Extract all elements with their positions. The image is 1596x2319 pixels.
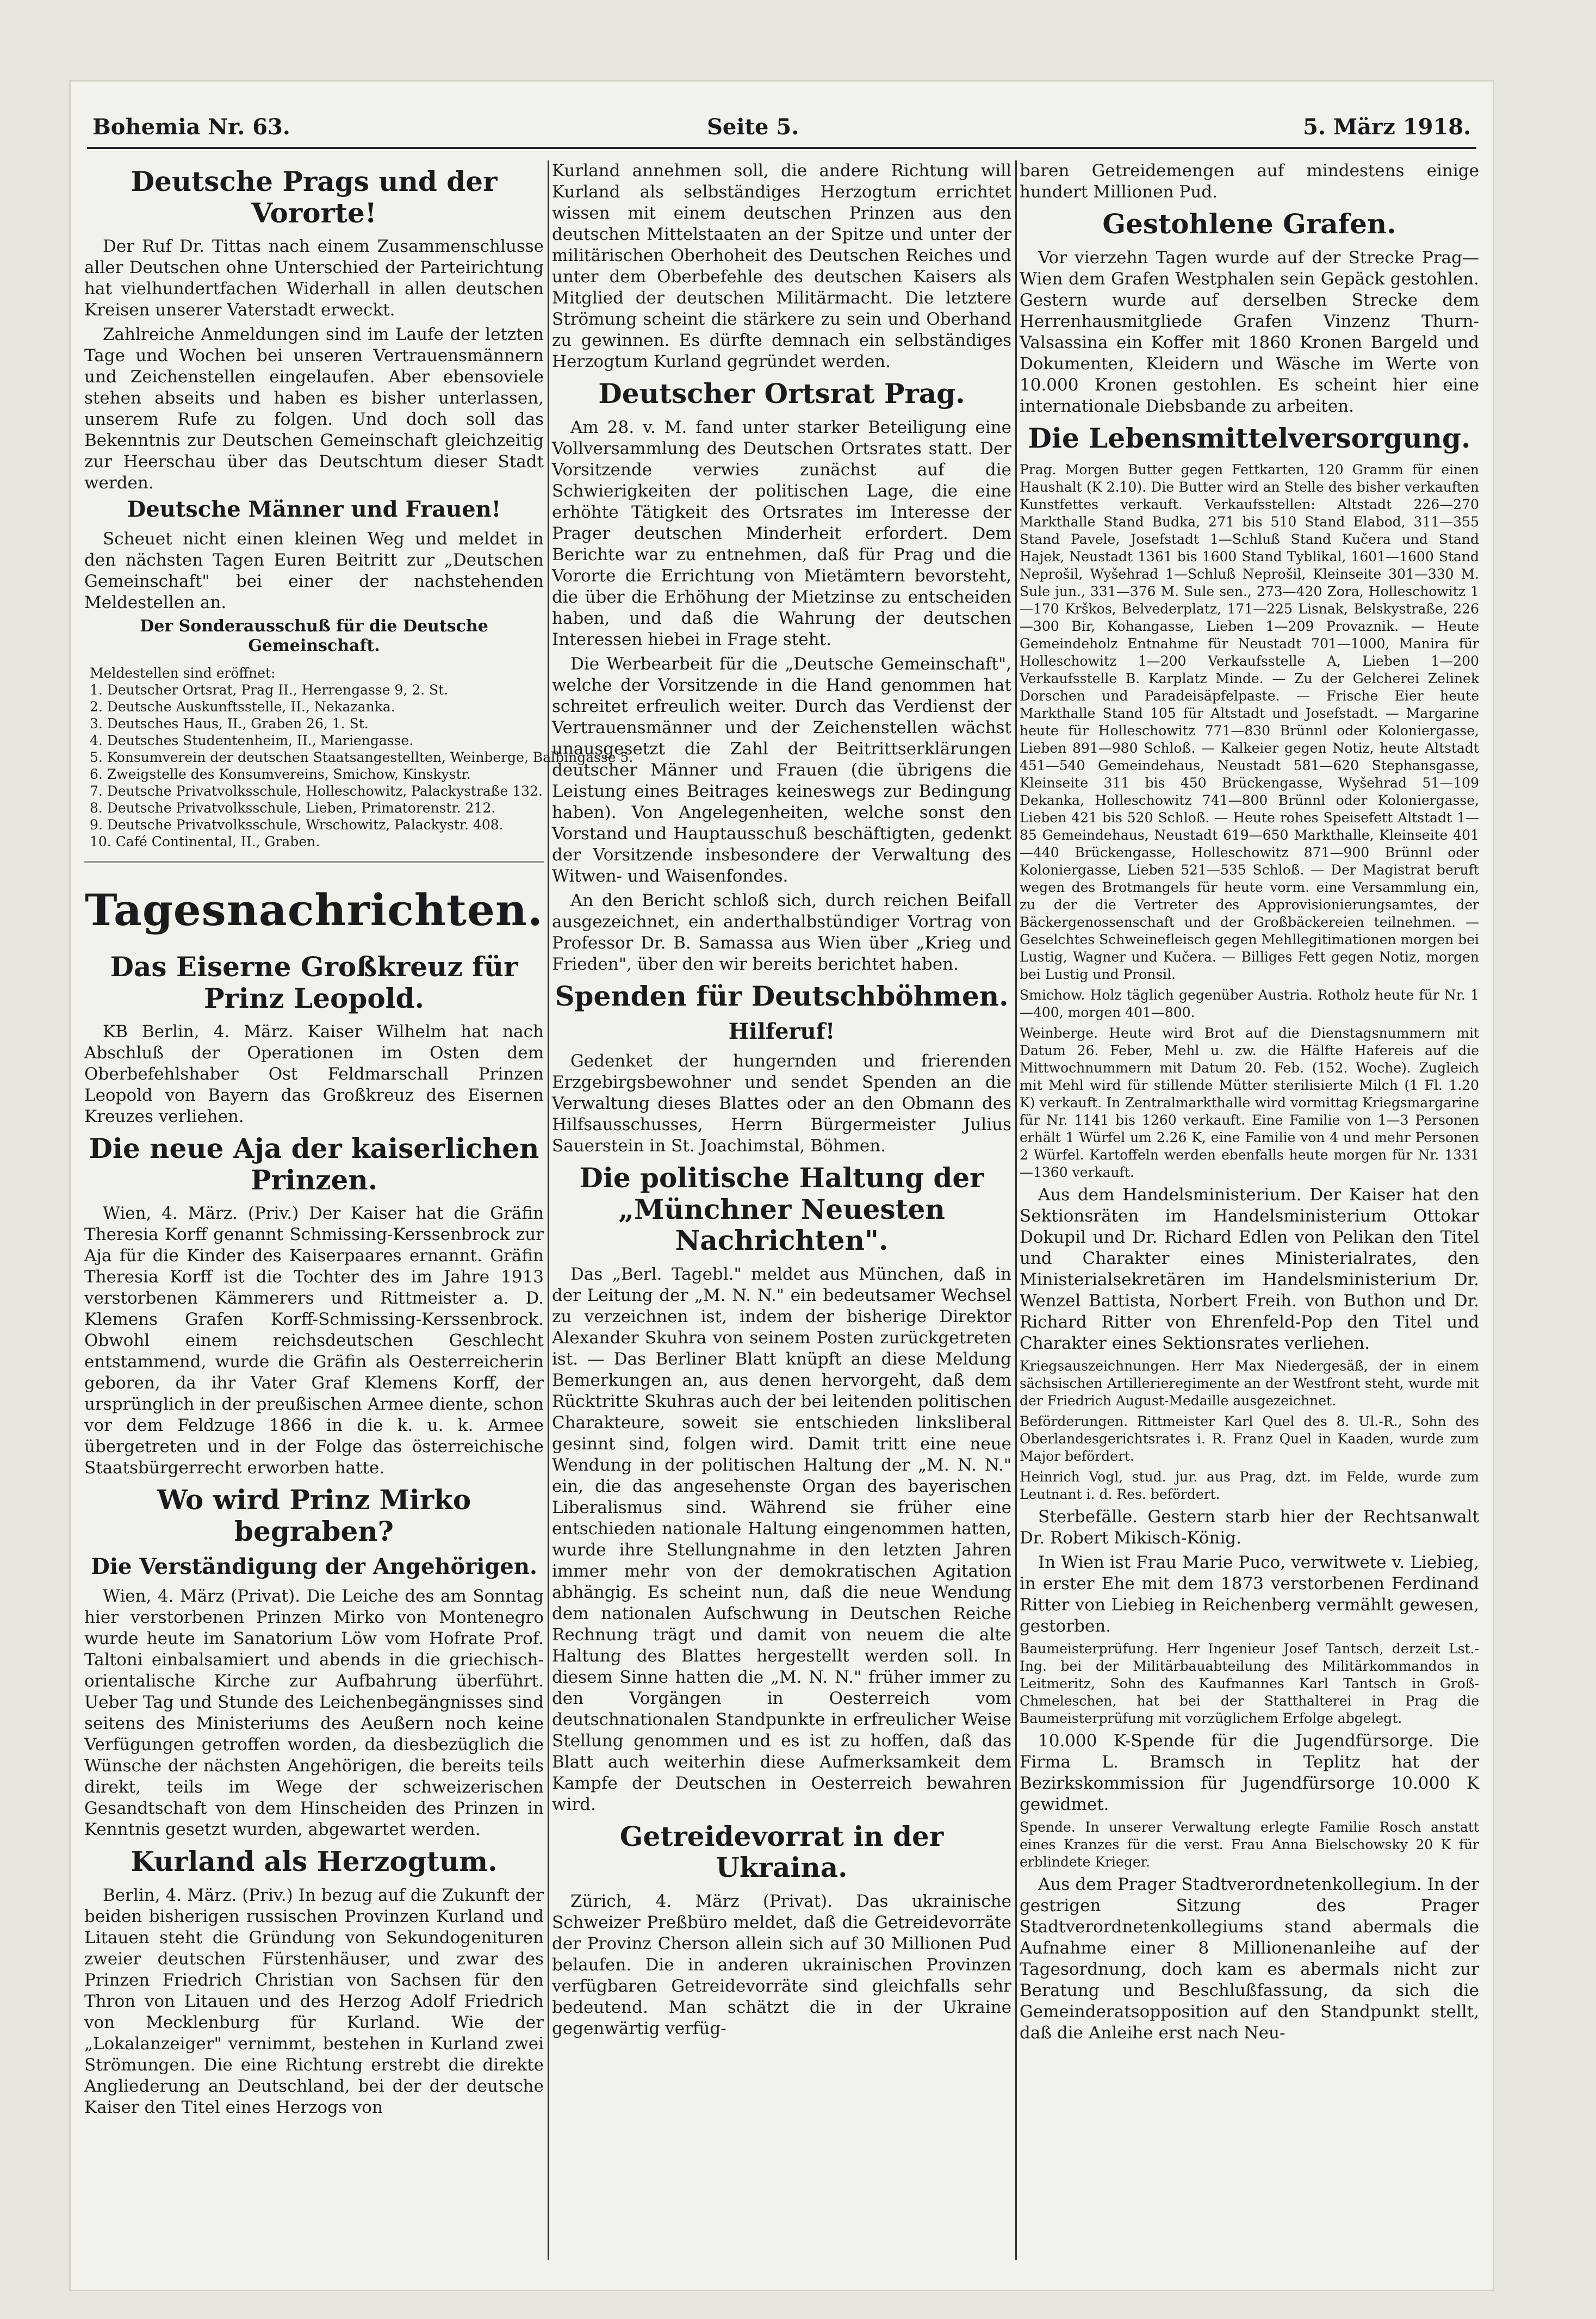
article-heading: Deutsche Prags und der Vororte! xyxy=(131,165,498,229)
list-item: 6. Zweigstelle des Konsumvereins, Smichow, Kinskystr. xyxy=(90,766,471,782)
section-title: Tagesnachrichten. xyxy=(85,884,543,935)
article-paragraph: Aus dem Handelsministerium. Der Kaiser hat den Sektionsräten im Handelsministerium Ottokar Dokupil und Dr. Richard Edlen von Pelikan den Titel und Charakter eines Ministerialrates, den Ministerialsekretären im Handelsministerium Dr. Wenzel Battista, Norbert Freih. von Buthon und Dr. Richard Ritter von Ehrenfeld-Pop den Titel und Charakter eines Sektionsrates verliehen. xyxy=(1020,1185,1479,1353)
section-divider xyxy=(84,861,544,863)
article-heading: Kurland als Herzogtum. xyxy=(131,1845,498,1877)
column-3 xyxy=(1020,160,1479,2260)
article-paragraph: KB Berlin, 4. März. Kaiser Wilhelm hat nach Abschluß der Operationen im Osten dem Oberbefehlshaber Ost Feldmarschall Prinzen Leopold von Bayern das Großkreuz des Eisernen Kreuzes verliehen. xyxy=(84,1022,544,1126)
header-page-number: Seite 5. xyxy=(707,114,799,140)
list-item: 9. Deutsche Privatvolksschule, Wrschowitz, Palackystr. 408. xyxy=(90,817,504,833)
list-item: 7. Deutsche Privatvolksschule, Holleschowitz, Palackystraße 132. xyxy=(90,783,543,799)
article-paragraph: 10.000 K-Spende für die Jugendfürsorge. Die Firma L. Bramsch in Teplitz hat der Bezirkskommission für Jugendfürsorge 10.000 K gewidmet. xyxy=(1020,1731,1479,1814)
registration-list xyxy=(84,665,634,850)
column-1 xyxy=(84,160,634,2260)
article-heading: Getreidevorrat in der Ukraina. xyxy=(619,1820,944,1883)
article-heading: Die Lebensmittelversorgung. xyxy=(1028,421,1471,454)
notice-paragraph: Spende. In unserer Verwaltung erlegte Familie Rosch anstatt eines Kranzes für die verst. Frau Anna Bielschowsky 20 K für erblindete Krieger. xyxy=(1020,1819,1479,1870)
list-item: 1. Deutscher Ortsrat, Prag II., Herrengasse 9, 2. St. xyxy=(90,682,449,698)
article-paragraph: Kurland annehmen soll, die andere Richtung will Kurland als selbständiges Herzogtum errichtet wissen mit einem deutschen Prinzen aus den deutschen Mittelstaaten an der Spitze und unter der militärischen Oberhoheit des Deutschen Reiches und unter dem Oberbefehle des deutschen Kaisers als Mitglied der deutschen Militärmacht. Die letztere Strömung scheint die stärkere zu sein und Oberhand zu gewinnen. Es dürfte demnach ein selbständiges Herzogtum Kurland gegründet werden. xyxy=(552,161,1011,371)
newspaper-page xyxy=(71,82,1493,2290)
article-paragraph: Der Ruf Dr. Tittas nach einem Zusammenschlusse aller Deutschen ohne Unterschied der Parteirichtung hat vielhundertfachen Widerhall in allen deutschen Kreisen unserer Vaterstadt erweckt. xyxy=(84,237,544,320)
article-paragraph: Die Werbearbeit für die „Deutsche Gemeinschaft", welche der Vorsitzende in die Hand genommen hat schreitet erfreulich weiter. Durch das Verdienst der Vertrauensmänner und der Zeichenstellen wächst unausgesetzt die Zahl der Beitrittserklärungen deutscher Männer und Frauen (die übrigens die Leistung eines Beitrages keineswegs zur Bedingung haben). Von Angelegenheiten, welche sonst den Vorstand und Hauptausschuß beschäftigten, gedenkt der Vorsitzende insbesondere der Verwaltung des Witwen- und Waisenfondes. xyxy=(552,654,1011,886)
article-paragraph: Aus dem Prager Stadtverordnetenkollegium. In der gestrigen Sitzung des Prager Stadtverordnetenkollegiums stand abermals die Aufnahme einer 8 Millionenanleihe auf der Tagesordnung, doch kam es abermals nicht zur Beratung und Beschlußfassung, da sich die Gemeinderatsopposition auf den Standpunkt stellt, daß die Anleihe erst nach Neu- xyxy=(1020,1875,1479,2043)
article-heading: Das Eiserne Großkreuz für Prinz Leopold. xyxy=(110,951,518,1014)
article-heading: Wo wird Prinz Mirko begraben? xyxy=(157,1484,471,1547)
article-paragraph: Zahlreiche Anmeldungen sind im Laufe der letzten Tage und Wochen bei unseren Vertrauensmännern und Zeichenstellen eingelaufen. Aber ebensoviele stehen abseits und haben es bisher unterlassen, unserem Rufe zu folgen. Und doch soll das Bekenntnis zur Deutschen Gemeinschaft gleichzeitig zur Heerschau über das Deutschtum dieser Stadt werden. xyxy=(84,325,544,493)
list-intro: Meldestellen sind eröffnet: xyxy=(90,665,276,681)
notice-paragraph: Kriegsauszeichnungen. Herr Max Niedergesäß, der in einem sächsischen Artillerieregimente an der Westfront steht, wurde mit der Friedrich August-Medaille ausgezeichnet. xyxy=(1020,1358,1479,1409)
list-item: 2. Deutsche Auskunftsstelle, II., Nekazanka. xyxy=(90,699,395,715)
column-2 xyxy=(552,160,1011,2260)
article-paragraph: Zürich, 4. März (Privat). Das ukrainische Schweizer Preßbüro meldet, daß die Getreidevorräte der Provinz Cherson allein sich auf 30 Millionen Pud belaufen. Die in anderen ukrainischen Provinzen verfügbaren Getreidevorräte sind gleichfalls sehr bedeutend. Man schätzt die in der Ukraine gegenwärtig verfüg- xyxy=(552,1891,1011,2038)
column-separator xyxy=(548,160,549,2260)
article-heading: Gestohlene Grafen. xyxy=(1102,208,1396,240)
header-paper-issue: Bohemia Nr. 63. xyxy=(92,114,290,140)
notice-paragraph: Prag. Morgen Butter gegen Fettkarten, 120 Gramm für einen Haushalt (K 2.10). Die Butter wird an Stelle des bisher verkauften Kunstfettes verkauft. Verkaufsstellen: Altstadt 226—270 Markthalle Stand Budka, 271 bis 510 Stand Elabod, 311—355 Stand Pavele, Josefstadt 1—Schluß Stand Kučera und Stand Hajek, Neustadt 1361 bis 1600 Stand Tyblikal, 1601—1600 Stand Neprošil, Wyšehrad 1—Schluß Neprošil, Kleinseite 301—330 M. Sule jun., 331—376 M. Sule sen., 273—420 Zora, Holleschowitz 1—170 Krškos, Belvederplatz, 171—225 Lisnak, Belskystraße, 226—300 Bir, Kohangasse, Lieben 1—209 Provaznik. — Heute Gemeindeholz Entnahme für Neustadt 701—1000, Manira für Holleschowitz 1—200 Verkaufsstelle A, Lieben 1—200 Verkaufsstelle B. Karplatz Minde. — Zu der Gelcherei Zelinek Dorschen und Paradeisäpfelpaste. — Frische Eier heute Markthalle Stand 105 für Altstadt und Josefstadt. — Margarine heute für Holleschowitz 771—830 Brünnl oder Koloniergasse, Lieben 891—980 Schloß. — Kalkeier gegen Notiz, heute Altstadt 451—540 Gemeindehaus, Neustadt 581—620 Stephansgasse, Kleinseite 311 bis 450 Brückengasse, Wyšehrad 51—109 Dekanka, Holleschowitz 741—800 Brünnl oder Koloniergasse, Lieben 421 bis 520 Schloß. — Heute rohes Speisefett Altstadt 1—85 Gemeindehaus, Neustadt 619—650 Markthalle, Kleinseite 401—440 Brückengasse, Holleschowitz 871—900 Brünnl oder Koloniergasse, Lieben 521—535 Schloß. — Der Magistrat beruft wegen des Brotmangels für heute vorm. eine Versammlung ein, zu der die Vertreter des Approvisionierungsamtes, der Bäckergenossenschaft und der Großbäckereien teilnehmen. — Geselchtes Schweinefleisch gegen Mehllegitimationen morgen bei Lustig, Wagner und Kučera. — Billiges Fett gegen Notiz, morgen bei Lustig und Pronsil. xyxy=(1020,462,1479,982)
notice-paragraph: Baumeisterprüfung. Herr Ingenieur Josef Tantsch, derzeit Lst.-Ing. bei der Militärbauabteilung des Militärkommandos in Leitmeritz, Sohn des Kaufmannes Karl Tantsch in Groß-Chmeleschen, hat bei der Statthalterei in Prag die Baumeisterprüfung mit vorzüglichem Erfolge abgelegt. xyxy=(1020,1641,1479,1726)
article-paragraph: Wien, 4. März (Privat). Die Leiche des am Sonntag hier verstorbenen Prinzen Mirko von Montenegro wurde heute im Sanatorium Löw vom Hofrate Prof. Taltoni einbalsamiert und abends in die griechisch-orientalische Kirche zur Aufbahrung überführt. Ueber Tag und Stunde des Leichenbegängnisses sind seitens des Ministeriums des Aeußern noch keine Verfügungen getroffen worden, da diesbezüglich die Wünsche der nächsten Angehörigen, die bereits teils direkt, teils im Wege der schweizerischen Gesandtschaft von dem Hinscheiden des Prinzen in Kenntnis gesetzt wurden, abgewartet werden. xyxy=(84,1586,544,1839)
list-item: 5. Konsumverein der deutschen Staatsangestellten, Weinberge, Balbingasse 5. xyxy=(90,749,634,765)
article-paragraph: Scheuet nicht einen kleinen Weg und meldet in den nächsten Tagen Euren Beitritt zur „Deutschen Gemeinschaft" bei einer der nachstehenden Meldestellen an. xyxy=(84,529,544,612)
article-subheading: Hilferuf! xyxy=(728,1019,835,1044)
list-item: 3. Deutsches Haus, II., Graben 26, 1. St. xyxy=(90,716,369,731)
notice-paragraph: Smichow. Holz täglich gegenüber Austria. Rotholz heute für Nr. 1—400, morgen 401—800. xyxy=(1020,987,1479,1020)
article-heading: Die neue Aja der kaiserlichen Prinzen. xyxy=(89,1132,539,1196)
header-date: 5. März 1918. xyxy=(1303,114,1471,140)
article-heading: Die politische Haltung der „Münchner Neuesten Nachrichten". xyxy=(579,1162,984,1256)
article-paragraph: Das „Berl. Tagebl." meldet aus München, daß in der Leitung der „M. N. N." ein bedeutsamer Wechsel zu verzeichnen ist, indem der bisherige Direktor Alexander Skuhra von seinem Posten zurückgetreten ist. — Das Berliner Blatt knüpft an diese Meldung Bemerkungen an, aus denen hervorgeht, daß dem Rücktritte Skuhras auch der bei leitenden politischen Charakteure, soweit sie entschieden linksliberal gesinnt sind, folgen wird. Damit tritt eine neue Wendung in der politischen Haltung der „M. N. N." ein, die das angesehenste Organ des bayerischen Liberalismus sind. Während sie früher eine entschieden nationale Haltung eingenommen hatten, wurde ihre Stellungnahme in den letzten Jahren immer mehr von der demokratischen Agitation abhängig. Es scheint nun, daß die neue Wendung dem nationalen Aufschwung in Deutschen Reiche Rechnung trägt und damit von neuem die alte Haltung des Blattes hergestellt werden soll. In diesem Sinne hatten die „M. N. N." früher immer zu den Vorgängen in Oesterreich vom deutschnationalen Standpunkte in erfreulicher Weise Stellung genommen und es ist zu hoffen, daß das Blatt auch weiterhin diese Aufmerksamkeit dem Kampfe der Deutschen in Oesterreich bewahren wird. xyxy=(552,1264,1011,1814)
article-paragraph: Wien, 4. März. (Priv.) Der Kaiser hat die Gräfin Theresia Korff genannt Schmissing-Kerssenbrock zur Aja für die Kinder des Kaiserpaares ernannt. Gräfin Theresia Korff ist die Tochter des im Jahre 1913 verstorbenen Kämmerers und Rittmeister a. D. Klemens Grafen Korff-Schmissing-Kerssenbrock. Obwohl einem reichsdeutschen Geschlecht entstammend, wurde die Gräfin als Oesterreicherin geboren, da ihr Vater Graf Klemens Korff, der ursprünglich in der preußischen Armee diente, schon vor dem Feldzuge 1866 in die k. u. k. Armee übergetreten und in der Folge das österreichische Staatsbürgerrecht erworben hatte. xyxy=(84,1204,544,1478)
page-header xyxy=(92,114,1471,147)
notice-paragraph: Heinrich Vogl, stud. jur. aus Prag, dzt. im Felde, wurde zum Leutnant i. d. Res. befördert. xyxy=(1020,1469,1479,1502)
column-separator xyxy=(1015,160,1017,2260)
article-subheading: Deutsche Männer und Frauen! xyxy=(127,497,501,522)
article-subheading: Die Verständigung der Angehörigen. xyxy=(91,1554,537,1579)
article-paragraph: In Wien ist Frau Marie Puco, verwitwete v. Liebieg, in erster Ehe mit dem 1873 verstorbenen Ferdinand Ritter von Liebieg in Reichenberg vermählt gewesen, gestorben. xyxy=(1020,1553,1479,1636)
article-paragraph: An den Bericht schloß sich, durch reichen Beifall ausgezeichnet, ein anderthalbstündiger Vortrag von Professor Dr. B. Samassa aus Wien über „Krieg und Frieden", über den wir bereits berichtet haben. xyxy=(552,890,1011,974)
signature: Der Sonderausschuß für die Deutsche Gemeinschaft. xyxy=(140,617,488,655)
article-heading: Spenden für Deutschböhmen. xyxy=(555,979,1009,1012)
list-item: 4. Deutsches Studentenheim, II., Mariengasse. xyxy=(90,733,414,748)
header-rule xyxy=(87,147,1476,149)
article-paragraph: Sterbefälle. Gestern starb hier der Rechtsanwalt Dr. Robert Mikisch-König. xyxy=(1020,1507,1479,1548)
list-item: 8. Deutsche Privatvolksschule, Lieben, Primatorenstr. 212. xyxy=(90,800,496,816)
article-heading: Deutscher Ortsrat Prag. xyxy=(598,377,965,410)
article-paragraph: Berlin, 4. März. (Priv.) In bezug auf die Zukunft der beiden bisherigen russischen Provinzen Kurland und Litauen steht die Gründung von Sekundogenituren zweier deutschen Fürstenhäuser, und zwar des Prinzen Friedrich Christian von Sachsen für den Thron von Litauen und des Herzog Adolf Friedrich von Mecklenburg für Kurland. Wie der „Lokalanzeiger" vernimmt, bestehen in Kurland zwei Strömungen. Die eine Richtung erstrebt die direkte Angliederung an Deutschland, bei der der deutsche Kaiser den Titel eines Herzogs von xyxy=(84,1885,544,2117)
notice-paragraph: Beförderungen. Rittmeister Karl Quel des 8. Ul.-R., Sohn des Oberlandesgerichtsrates i. R. Franz Quel in Kaaden, wurde zum Major befördert. xyxy=(1020,1413,1479,1464)
article-paragraph: baren Getreidemengen auf mindestens einige hundert Millionen Pud. xyxy=(1020,161,1479,202)
article-paragraph: Gedenket der hungernden und frierenden Erzgebirgsbewohner und sendet Spenden an die Verwaltung dieses Blattes oder an den Obmann des Hilfsausschusses, Herrn Bürgermeister Julius Sauerstein in St. Joachimstal, Böhmen. xyxy=(552,1051,1011,1156)
list-item: 10. Café Continental, II., Graben. xyxy=(90,834,320,850)
article-paragraph: Vor vierzehn Tagen wurde auf der Strecke Prag—Wien dem Grafen Westphalen sein Gepäck gestohlen. Gestern wurde auf derselben Strecke dem Herrenhausmitgliede Grafen Vinzenz Thurn-Valsassina ein Koffer mit 1860 Kronen Bargeld und Dokumenten, Kleidern und Wäsche im Werte von 10.000 Kronen gestohlen. Es scheint hier eine internationale Diebsbande zu arbeiten. xyxy=(1020,247,1479,416)
notice-paragraph: Weinberge. Heute wird Brot auf die Dienstagsnummern mit Datum 26. Feber, Mehl u. zw. die Hälfte Hafereis auf die Mittwochnummern mit Datum 20. Feb. (152. Woche). Zugleich mit Mehl wird für stillende Mütter sterilisierte Milch (1 Fl. 1.20 K) verkauft. In Zentralmarkthalle wird vormittag Kriegsmargarine für Nr. 1141 bis 1260 verkauft. Eine Familie von 1—3 Personen erhält 1 Würfel um 2.26 K, eine Familie von 4 und mehr Personen 2 Würfel. Kartoffeln werden ebenfalls heute morgen für Nr. 1331—1360 verkauft. xyxy=(1020,1025,1479,1180)
article-paragraph: Am 28. v. M. fand unter starker Beteiligung eine Vollversammlung des Deutschen Ortsrates statt. Der Vorsitzende verwies zunächst auf die Schwierigkeiten der politischen Lage, die eine erhöhte Tätigkeit des Ortsrates im Interesse der Prager deutschen Minderheit erfordert. Dem Berichte war zu entnehmen, daß für Prag und die Vororte die Errichtung von Mietämtern bevorsteht, die über die Erhöhung der Mietzinse zu entscheiden haben, und daß die Wahrung der deutschen Interessen hiebei in Frage steht. xyxy=(552,417,1011,649)
